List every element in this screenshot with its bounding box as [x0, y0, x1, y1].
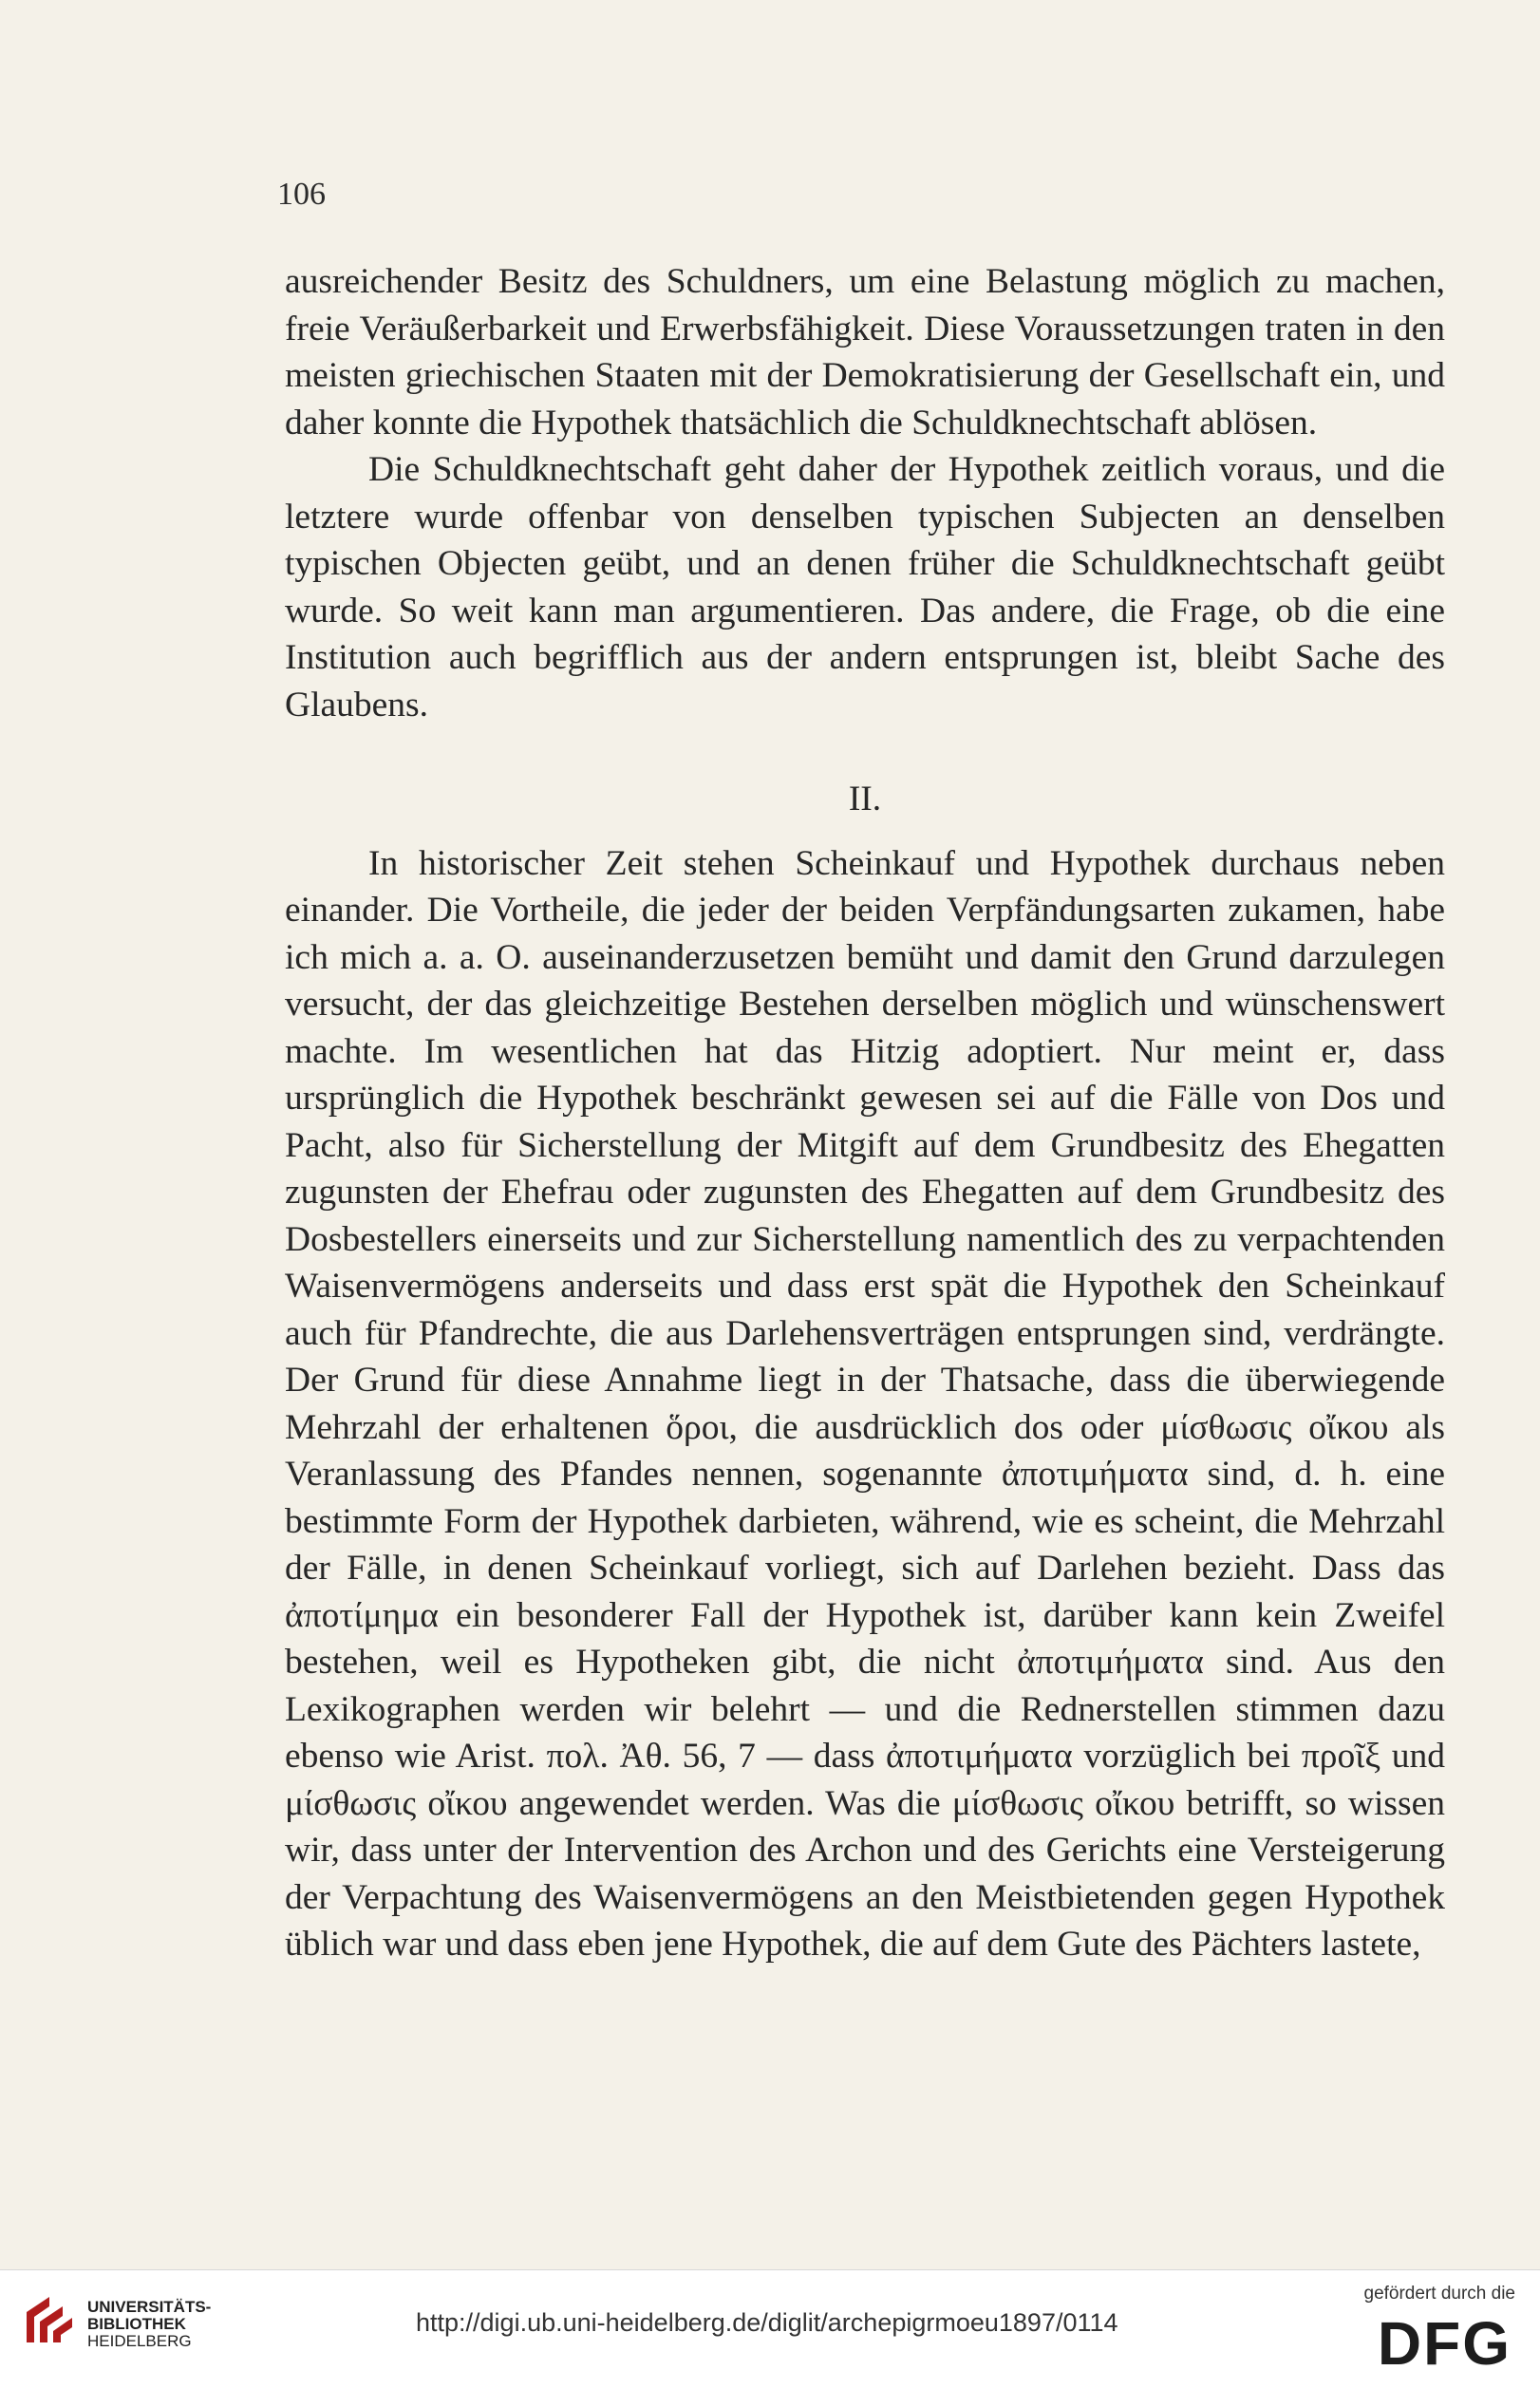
- university-library-logo-icon: [21, 2291, 78, 2348]
- section-heading: II.: [848, 780, 882, 818]
- paragraph-1: ausreichender Besitz des Schuldners, um eine Belastung möglich zu machen, freie Veräußerbarkeit und Erwerbsfähigkeit. Diese Voraussetzungen traten in den meisten griechischen Staaten mit der Demokratisierung der Gesellschaft ein, und daher konnte die Hypothek thatsächlich die Schuldknechtschaft ablösen.: [285, 262, 1445, 442]
- paragraph-2: Die Schuldknechtschaft geht daher der Hypothek zeitlich voraus, und die letztere wurde offenbar von denselben typischen Subjecten an denselben typischen Objecten geübt, und an denen früher die Schuldknechtschaft geübt wurde. So weit kann man argumentieren. Das andere, die Frage, ob die eine Institution auch begrifflich aus der andern entsprungen ist, bleibt Sache des Glaubens.: [285, 450, 1445, 724]
- library-name-line2: BIBLIOTHEK: [87, 2315, 186, 2333]
- body-text: [285, 258, 1445, 1968]
- library-name: [87, 2299, 211, 2350]
- page-number: 106: [277, 177, 326, 212]
- source-url-link[interactable]: http://digi.ub.uni-heidelberg.de/diglit/archepigrmoeu1897/0114: [416, 2308, 1118, 2337]
- dfg-logo: DFG: [1377, 2309, 1512, 2378]
- funding-note: gefördert durch die: [1363, 2284, 1515, 2304]
- library-name-line3: HEIDELBERG: [87, 2332, 192, 2350]
- library-name-line1: UNIVERSITÄTS-: [87, 2298, 212, 2316]
- paragraph-3: In historischer Zeit stehen Scheinkauf und Hypothek durchaus neben einander. Die Vortheile, die jeder der beiden Verpfändungsarten zukamen, habe ich mich a. a. O. auseinanderzusetzen bemüht und damit den Grund darzulegen versucht, der das gleichzeitige Bestehen derselben möglich und wünschenswert machte. Im wesentlichen hat das Hitzig adoptiert. Nur meint er, dass ursprünglich die Hypothek beschränkt gewesen sei auf die Fälle von Dos und Pacht, also für Sicherstellung der Mitgift auf dem Grundbesitz des Ehegatten zugunsten der Ehefrau oder zugunsten des Ehegatten auf dem Grundbesitz des Dosbestellers einerseits und zur Sicherstellung namentlich des zu verpachtenden Waisenvermögens anderseits und dass erst spät die Hypothek den Scheinkauf auch für Pfandrechte, die aus Darlehensverträgen entsprungen sind, verdrängte. Der Grund für diese Annahme liegt in der Thatsache, dass die überwiegende Mehrzahl der erhaltenen ὅροι, die ausdrücklich dos oder μίσθωσις οἴκου als Veranlassung des Pfandes nennen, sogenannte ἀποτιμήματα sind, d. h. eine bestimmte Form der Hypothek darbieten, während, wie es scheint, die Mehrzahl der Fälle, in denen Scheinkauf vorliegt, sich auf Darlehen bezieht. Dass das ἀποτίμημα ein besonderer Fall der Hypothek ist, darüber kann kein Zweifel bestehen, weil es Hypotheken gibt, die nicht ἀποτιμήματα sind. Aus den Lexikographen werden wir belehrt — und die Rednerstellen stimmen dazu ebenso wie Arist. πολ. Ἀθ. 56, 7 — dass ἀποτιμήματα vorzüglich bei προῖξ und μίσθωσις οἴκου angewendet werden. Was die μίσθωσις οἴκου betrifft, so wissen wir, dass unter der Intervention des Archon und des Gerichts eine Versteigerung der Verpachtung des Waisenvermögens an den Meistbietenden gegen Hypothek üblich war und dass eben jene Hypothek, die auf dem Gute des Pächters lastete,: [285, 843, 1445, 1964]
- footer-bar: [0, 2269, 1540, 2389]
